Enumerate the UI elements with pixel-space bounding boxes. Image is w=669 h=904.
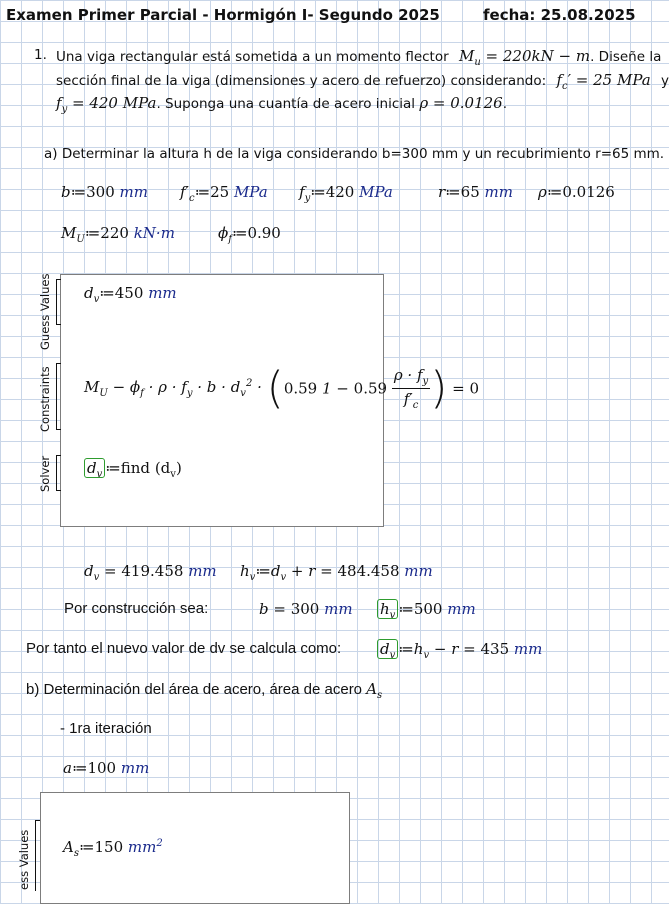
- def-a[interactable]: a≔100 mm: [63, 759, 150, 777]
- fy-expression: $f_y = 420$ MPa: [56, 94, 157, 115]
- def-phi[interactable]: $\phi_f≔0.90$: [218, 224, 281, 245]
- document-date: fecha: 25.08.2025: [483, 6, 636, 24]
- guess-values-label-2: ess Values: [17, 829, 31, 890]
- guess-values-label: Guess Values: [38, 273, 52, 350]
- problem-line2-text: sección final de la viga (dimensiones y acero de refuerzo) considerando:: [56, 73, 547, 89]
- part-b-text: b) Determinación del área de acero, área de acero $A_s$: [26, 680, 383, 701]
- constraints-label: Constraints: [38, 366, 52, 432]
- guess-dv[interactable]: $d_v≔450$ mm: [84, 284, 177, 305]
- solver-bracket: [56, 455, 61, 491]
- def-rho[interactable]: ρ≔0.0126: [538, 183, 615, 201]
- moment-expression: $M_u = 220kN - m$: [458, 47, 591, 68]
- problem-number: 1.: [34, 47, 47, 63]
- problem-line2-tail: y: [661, 73, 669, 89]
- constraints-bracket: [56, 363, 61, 430]
- iteration-label: - 1ra iteración: [60, 720, 152, 737]
- rho-expression: ρ = 0.0126: [419, 94, 503, 112]
- problem-line1-text: Una viga rectangular está sometida a un momento flector: [56, 49, 449, 65]
- problem-line2: [56, 71, 669, 92]
- def-mu[interactable]: $M_U≔220$ kN·m: [61, 224, 175, 245]
- part-a-text: a) Determinar la altura h de la viga considerando b=300 mm y un recubrimiento r=65 mm.: [44, 146, 665, 162]
- guess-values-bracket: [56, 279, 61, 325]
- problem-line3-text: . Suponga una cuantía de acero inicial: [156, 96, 416, 112]
- def-r[interactable]: r≔65 mm: [438, 183, 513, 201]
- guess-as[interactable]: $A_s≔150$ $mm^2$: [63, 838, 163, 859]
- def-fc[interactable]: $f'_c≔25$ MPa: [180, 183, 268, 204]
- construccion-b[interactable]: b = 300 mm: [259, 600, 353, 618]
- problem-line3-tail: .: [502, 96, 508, 112]
- result-hv[interactable]: $h_v≔d_v + r = 484.458$ mm: [240, 562, 433, 583]
- problem-line1-tail: . Diseñe la: [590, 49, 662, 65]
- construccion-hv[interactable]: $h_v$ ≔500 mm: [377, 600, 476, 621]
- problem-line1: [56, 47, 661, 68]
- guess-values-bracket-2: [35, 820, 40, 891]
- fc-expression: $f_c' = 25$ MPa: [556, 71, 651, 92]
- nuevo-text: Por tanto el nuevo valor de dv se calcula como:: [26, 640, 342, 657]
- def-b[interactable]: b≔300 mm: [61, 183, 148, 201]
- solver-label: Solver: [38, 455, 52, 492]
- def-fy[interactable]: $f_y≔420$ MPa: [299, 183, 393, 204]
- problem-line3: [56, 94, 507, 115]
- construccion-text: Por construcción sea:: [64, 600, 209, 617]
- solver-find[interactable]: $d_v$ ≔find $(d_v)$: [84, 459, 182, 480]
- document-title: Examen Primer Parcial - Hormigón I- Segundo 2025: [6, 6, 440, 24]
- constraint-equation[interactable]: $M_U - \phi_f \cdot \rho \cdot f_y \cdot b \cdot d_v^2 \cdot (0.59$ 1 − 0.59 $\frac{\rho \cdot f_y}{f'_c}$ ) = 0: [84, 362, 480, 414]
- nuevo-dv[interactable]: $d_v$ $≔h_v - r = 435$ mm: [377, 640, 542, 661]
- result-dv[interactable]: $d_v = 419.458$ mm: [84, 562, 217, 583]
